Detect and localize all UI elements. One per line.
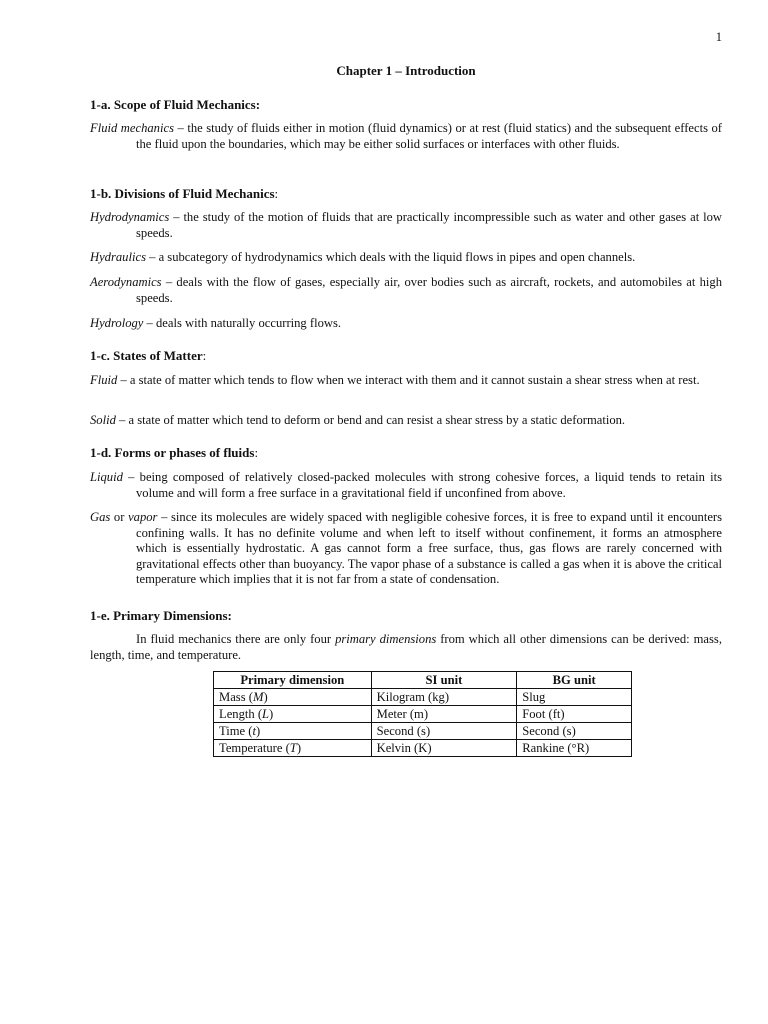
definition-hydrodynamics: Hydrodynamics – the study of the motion of fluids that are practically incompressible such as water and other gases at low speeds. [90, 210, 723, 240]
definition-liquid: Liquid – being composed of relatively closed-packed molecules with strong cohesive forces, a liquid tends to retain its volume and will form a free surface in a gravitational field if unconfined from above. [90, 470, 722, 500]
table-cell: Slug [517, 689, 632, 706]
definition-fluid-mechanics: Fluid mechanics – the study of fluids either in motion (fluid dynamics) or at rest (fluid statics) and the subsequent effects of the fluid upon the boundaries, which may be either solid surfaces or interfaces with other fluids. [90, 121, 722, 151]
table-row [214, 706, 632, 723]
section-heading-1a: 1-a. Scope of Fluid Mechanics: [90, 97, 261, 112]
table-header-row [214, 672, 632, 689]
table-cell: Kilogram (kg) [371, 689, 517, 706]
table-header: BG unit [517, 672, 632, 689]
primary-dimensions-paragraph: In fluid mechanics there are only four primary dimensions from which all other dimensions can be derived: mass, length, time, and temperature. [90, 632, 722, 662]
definition-hydrology: Hydrology – deals with naturally occurring flows. [90, 316, 342, 330]
table-row [214, 740, 632, 757]
primary-dimensions-table [213, 671, 632, 757]
table-cell: Second (s) [371, 723, 517, 740]
section-heading-1e: 1-e. Primary Dimensions: [90, 608, 232, 623]
section-heading-1b: 1-b. Divisions of Fluid Mechanics: [90, 186, 279, 201]
table-row [214, 723, 632, 740]
definition-gas: Gas or vapor – since its molecules are widely spaced with negligible cohesive forces, it is free to expand until it encounters confining walls. It has no definite volume and when left to itself without confinement, it forms an atmosphere which is essentially hydrostatic. A gas cannot form a free surface, thus, gas flows are rarely concerned with gravitational effects other than buoyancy. The vapor phase of a substance is called a gas when it is above the critical temperature which implies that it is not far from a state of condensation. [90, 510, 722, 586]
table-cell: Foot (ft) [517, 706, 632, 723]
definition-solid: Solid – a state of matter which tend to deform or bend and can resist a shear stress by a static deformation. [90, 413, 626, 427]
term: Fluid mechanics [90, 121, 174, 135]
page-number: 1 [715, 30, 722, 44]
table-cell: Time (t) [214, 723, 372, 740]
table-cell: Rankine (°R) [517, 740, 632, 757]
table-cell: Mass (M) [214, 689, 372, 706]
definition-hydraulics: Hydraulics – a subcategory of hydrodynamics which deals with the liquid flows in pipes and open channels. [90, 250, 636, 264]
table-cell: Meter (m) [371, 706, 517, 723]
table-header: Primary dimension [214, 672, 372, 689]
section-heading-1d: 1-d. Forms or phases of fluids: [90, 445, 259, 460]
table-cell: Temperature (T) [214, 740, 372, 757]
chapter-title: Chapter 1 – Introduction [336, 63, 476, 78]
definition-aerodynamics: Aerodynamics – deals with the flow of gases, especially air, over bodies such as aircraft, rockets, and automobiles at high speeds. [90, 275, 722, 305]
table-cell: Length (L) [214, 706, 372, 723]
table-cell: Kelvin (K) [371, 740, 517, 757]
table-row [214, 689, 632, 706]
table-header: SI unit [371, 672, 517, 689]
table-cell: Second (s) [517, 723, 632, 740]
section-heading-1c: 1-c. States of Matter: [90, 348, 207, 363]
definition-fluid: Fluid – a state of matter which tends to flow when we interact with them and it cannot sustain a shear stress when at rest. [90, 373, 700, 387]
